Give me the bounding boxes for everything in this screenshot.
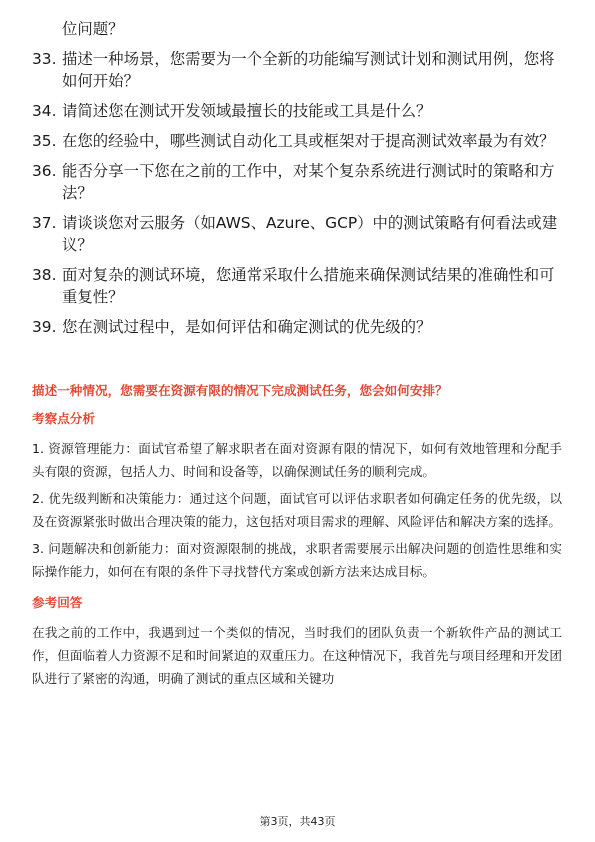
question-number: 33. bbox=[32, 50, 57, 68]
question-number: 39. bbox=[32, 318, 57, 336]
featured-question-section bbox=[32, 381, 562, 694]
question-item-35 bbox=[32, 130, 567, 152]
question-text: 您在测试过程中，是如何评估和确定测试的优先级的？ bbox=[62, 318, 432, 336]
question-number: 37. bbox=[32, 214, 57, 232]
question-text: 能否分享一下您在之前的工作中，对某个复杂系统进行测试时的策略和方法？ bbox=[62, 162, 555, 202]
question-item-37 bbox=[32, 212, 567, 256]
question-item-36 bbox=[32, 160, 567, 204]
featured-question-title: 描述一种情况，您需要在资源有限的情况下完成测试任务，您会如何安排？ bbox=[32, 383, 448, 398]
question-number: 35. bbox=[32, 132, 57, 150]
page-number-footer: 第3页，共43页 bbox=[259, 815, 336, 828]
answer-heading: 参考回答 bbox=[32, 595, 83, 610]
question-item-34 bbox=[32, 100, 567, 122]
analysis-point-3: 3. 问题解决和创新能力：面对资源限制的挑战，求职者需要展示出解决问题的创造性思维和实际操作能力，如何在有限的条件下寻找替代方案或创新方法来达成目标。 bbox=[32, 541, 562, 579]
question-text: 在您的经验中，哪些测试自动化工具或框架对于提高测试效率最为有效？ bbox=[62, 132, 555, 150]
question-text: 描述一种场景，您需要为一个全新的功能编写测试计划和测试用例，您将如何开始？ bbox=[62, 50, 555, 90]
analysis-point-2: 2. 优先级判断和决策能力：通过这个问题，面试官可以评估求职者如何确定任务的优先级，以及在资源紧张时做出合理决策的能力，这包括对项目需求的理解、风险评估和解决方案的选择。 bbox=[32, 491, 562, 529]
answer-text: 在我之前的工作中，我遇到过一个类似的情况，当时我们的团队负责一个新软件产品的测试工作，但面临着人力资源不足和时间紧迫的双重压力。在这种情况下，我首先与项目经理和开发团队进行了紧密的沟通，明确了测试的重点区域和关键功 bbox=[32, 625, 562, 686]
analysis-heading: 考察点分析 bbox=[32, 411, 95, 426]
question-list bbox=[32, 18, 567, 346]
analysis-point-1: 1. 资源管理能力：面试官希望了解求职者在面对资源有限的情况下，如何有效地管理和分配手头有限的资源，包括人力、时间和设备等，以确保测试任务的顺利完成。 bbox=[32, 441, 562, 479]
question-number: 38. bbox=[32, 266, 57, 284]
question-number: 34. bbox=[32, 102, 57, 120]
question-number: 36. bbox=[32, 162, 57, 180]
question-item-33 bbox=[32, 48, 567, 92]
question-item-38 bbox=[32, 264, 567, 308]
question-text: 面对复杂的测试环境，您通常采取什么措施来确保测试结果的准确性和可重复性？ bbox=[62, 266, 555, 306]
question-item-39 bbox=[32, 316, 567, 338]
question-text: 请谈谈您对云服务（如AWS、Azure、GCP）中的测试策略有何看法或建议？ bbox=[62, 214, 558, 254]
question-continuation: 位问题？ bbox=[62, 20, 124, 38]
question-text: 请简述您在测试开发领域最擅长的技能或工具是什么？ bbox=[62, 102, 432, 120]
